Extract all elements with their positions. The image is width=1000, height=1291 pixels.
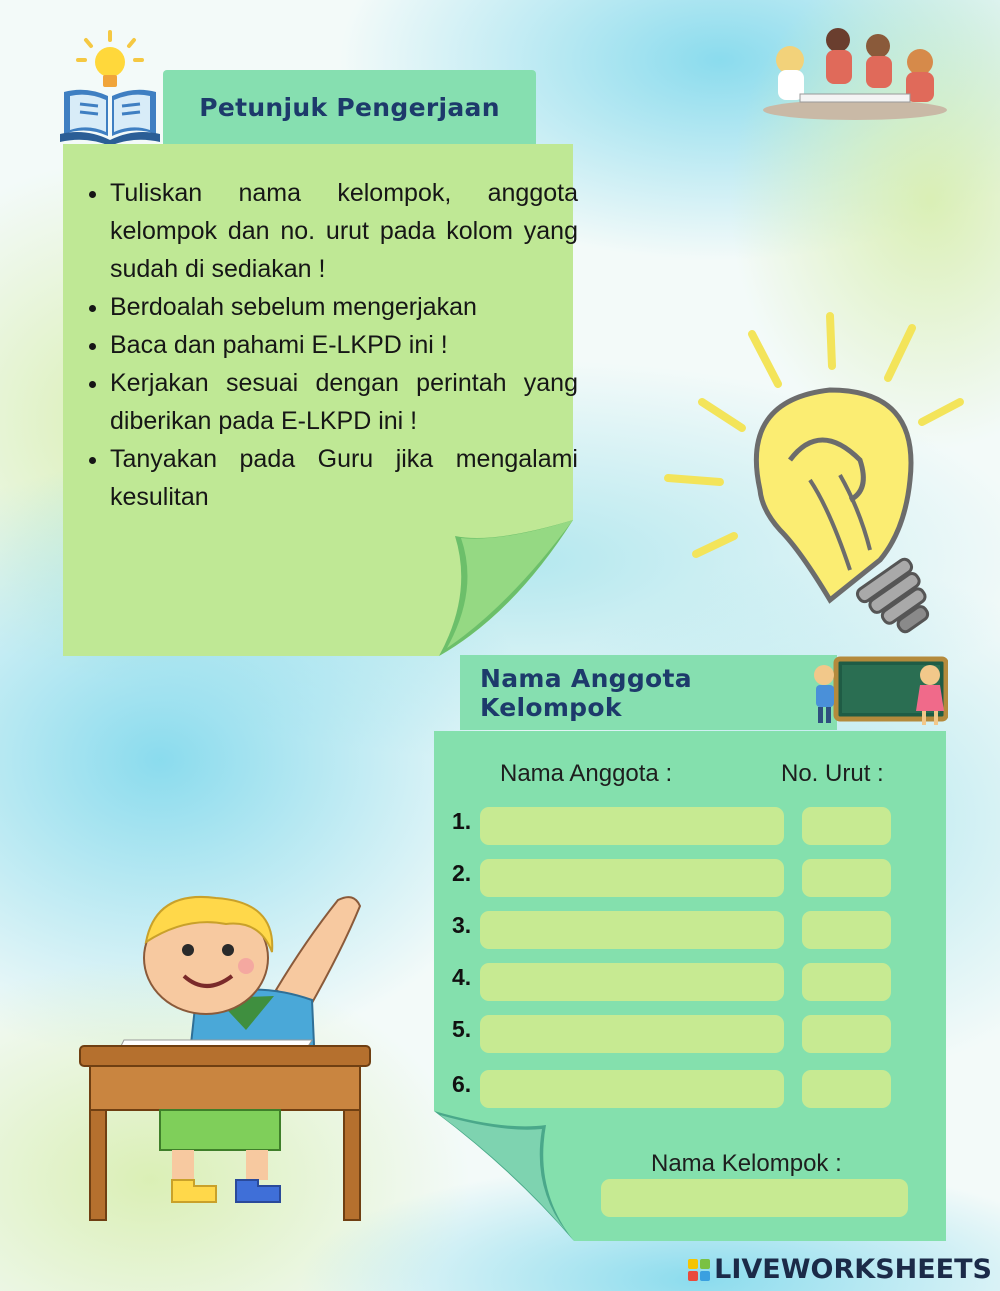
instruction-item: • Berdoalah sebelum mengerjakan xyxy=(110,288,578,326)
boy-at-desk-illustration xyxy=(76,880,376,1225)
row-number: 5. xyxy=(452,1016,472,1042)
instruction-item: • Tanyakan pada Guru jika mengalami kesulitan xyxy=(110,440,578,516)
book-lightbulb-icon xyxy=(58,30,162,146)
group-name-label: Nama Kelompok : xyxy=(651,1150,842,1177)
row-number: 2. xyxy=(452,860,472,886)
name-column-label: Nama Anggota : xyxy=(500,760,673,787)
kids-blackboard-illustration xyxy=(808,655,948,731)
row-number: 3. xyxy=(452,912,472,938)
member-name-input-3[interactable] xyxy=(480,911,784,949)
row-number: 4. xyxy=(452,964,472,990)
instruction-item: • Kerjakan sesuai dengan perintah yang diberikan pada E-LKPD ini ! xyxy=(110,364,578,440)
instructions-title-tab xyxy=(163,70,536,144)
group-name-input[interactable] xyxy=(601,1179,908,1217)
lightbulb-illustration xyxy=(660,310,990,650)
member-order-input-2[interactable] xyxy=(802,859,891,897)
liveworksheets-logo-icon xyxy=(688,1259,710,1281)
member-name-input-6[interactable] xyxy=(480,1070,784,1108)
students-studying-illustration xyxy=(760,18,950,122)
member-name-input-2[interactable] xyxy=(480,859,784,897)
row-number: 1. xyxy=(452,808,472,834)
member-order-input-1[interactable] xyxy=(802,807,891,845)
liveworksheets-brand xyxy=(688,1254,992,1285)
instruction-item: • Tuliskan nama kelompok, anggota kelompok dan no. urut pada kolom yang sudah di sediakan ! xyxy=(110,174,578,288)
instructions-list xyxy=(80,174,578,516)
member-name-input-5[interactable] xyxy=(480,1015,784,1053)
group-form-title: Nama Anggota Kelompok xyxy=(480,663,692,722)
member-order-input-6[interactable] xyxy=(802,1070,891,1108)
brand-name: LIVEWORKSHEETS xyxy=(714,1254,992,1285)
number-column-label: No. Urut : xyxy=(781,760,884,787)
row-number: 6. xyxy=(452,1071,472,1097)
member-order-input-5[interactable] xyxy=(802,1015,891,1053)
instruction-item: • Baca dan pahami E-LKPD ini ! xyxy=(110,326,578,364)
member-name-input-4[interactable] xyxy=(480,963,784,1001)
instructions-title: Petunjuk Pengerjaan xyxy=(199,92,500,122)
member-order-input-3[interactable] xyxy=(802,911,891,949)
group-form-title-tab xyxy=(460,655,837,730)
member-order-input-4[interactable] xyxy=(802,963,891,1001)
member-name-input-1[interactable] xyxy=(480,807,784,845)
